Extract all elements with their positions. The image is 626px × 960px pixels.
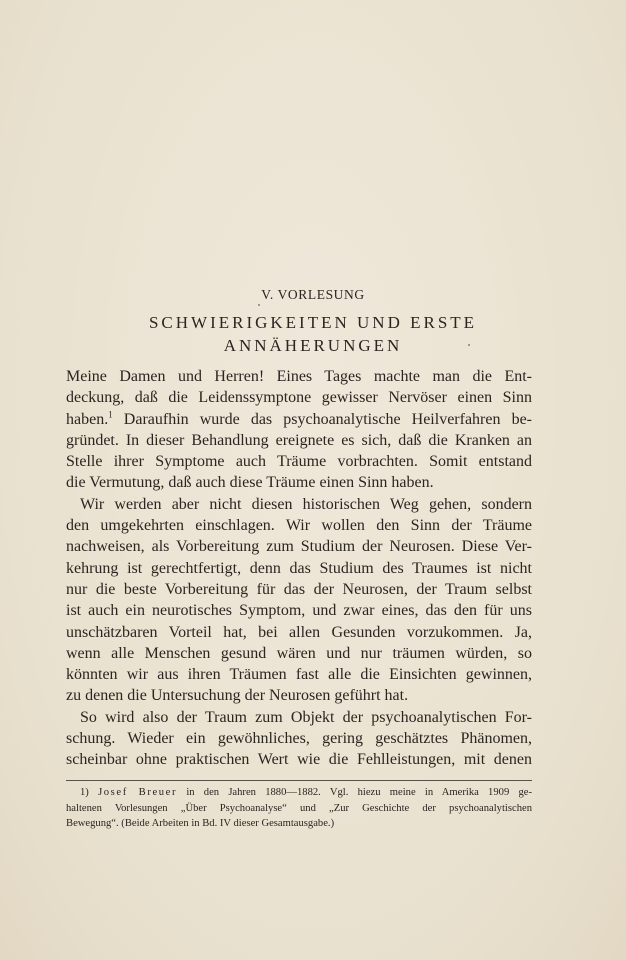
text-line: könnten wir aus ihren Träumen fast alle die Einsichten gewinnen,: [66, 666, 532, 684]
text-line: gründet. In dieser Behandlung ereignete es sich, daß die Kranken an: [66, 431, 532, 449]
footnote-text: in den Jahren 1880—1882. Vgl. hiezu meine in Amerika 1909 ge-: [186, 787, 532, 798]
text-line: zu denen die Untersuchung der Neurosen geführt hat.: [66, 687, 409, 705]
chapter-title-line-2: ANNÄHERUNGEN: [223, 336, 403, 355]
text-line: Meine Damen und Herren! Eines Tages machte man die Ent-: [66, 368, 532, 385]
text-line: [66, 409, 532, 430]
footnote-author: Josef Breuer: [98, 787, 178, 798]
text-line: den umgekehrten einschlagen. Wir wollen den Sinn der Träume: [66, 517, 532, 535]
text-line: die Vermutung, daß auch diese Träume einen Sinn haben.: [66, 474, 434, 492]
text-line: So wird also der Traum zum Objekt der psychoanalytischen For-: [80, 708, 532, 726]
footnote-divider: [66, 780, 532, 781]
text-line: kehrung ist gerechtfertigt, denn das Studium des Traumes ist nicht: [66, 559, 532, 577]
text-line: deckung, daß die Leidenssymptone gewisser Nervöser einen Sinn: [66, 389, 532, 407]
text-line: ist auch ein neurotisches Symptom, und zwar eines, das den für uns: [66, 602, 532, 620]
text-line: Stelle ihrer Symptome auch Träume vorbrachten. Somit entstand: [66, 453, 532, 471]
lecture-number: V. VORLESUNG: [261, 287, 365, 302]
text-line: schung. Wieder ein gewöhnliches, gering geschätztes Phänomen,: [66, 730, 532, 748]
text-line: unschätzbaren Vorteil hat, bei allen Gesunden vorzukommen. Ja,: [66, 623, 532, 641]
footnote-line: haltenen Vorlesungen „Über Psychoanalyse“ und „Zur Geschichte der psychoanalytischen: [66, 802, 532, 814]
footnote-line: [66, 785, 532, 801]
body-text: [66, 366, 532, 771]
text-fragment: haben.: [66, 410, 109, 428]
text-line: Wir werden aber nicht diesen historischen Weg gehen, sondern: [80, 495, 532, 513]
footnote-marker: 1): [80, 787, 89, 798]
chapter-title: [60, 311, 566, 357]
text-line: nur die beste Vorbereitung für das der Neurosen, der Traum selbst: [66, 580, 532, 598]
text-line: scheinbar ohne praktischen Wert wie die Fehlleistungen, mit denen: [66, 751, 532, 769]
text-line: nachweisen, als Vorbereitung zum Studium der Neurosen. Diese Ver-: [66, 538, 532, 556]
paper-speck: [258, 304, 260, 306]
footnote-line: Bewegung“. (Beide Arbeiten in Bd. IV dieser Gesamtausgabe.): [66, 818, 335, 829]
footnote: [66, 785, 532, 832]
text-fragment: Daraufhin wurde das psychoanalytische Heilverfahren be-: [112, 410, 532, 428]
chapter-title-line-1: SCHWIERIGKEITEN UND ERSTE: [148, 313, 478, 332]
footnote-reference[interactable]: 1: [108, 409, 113, 420]
text-line: wenn alle Menschen gesund wären und nur träumen würden, so: [66, 644, 532, 662]
